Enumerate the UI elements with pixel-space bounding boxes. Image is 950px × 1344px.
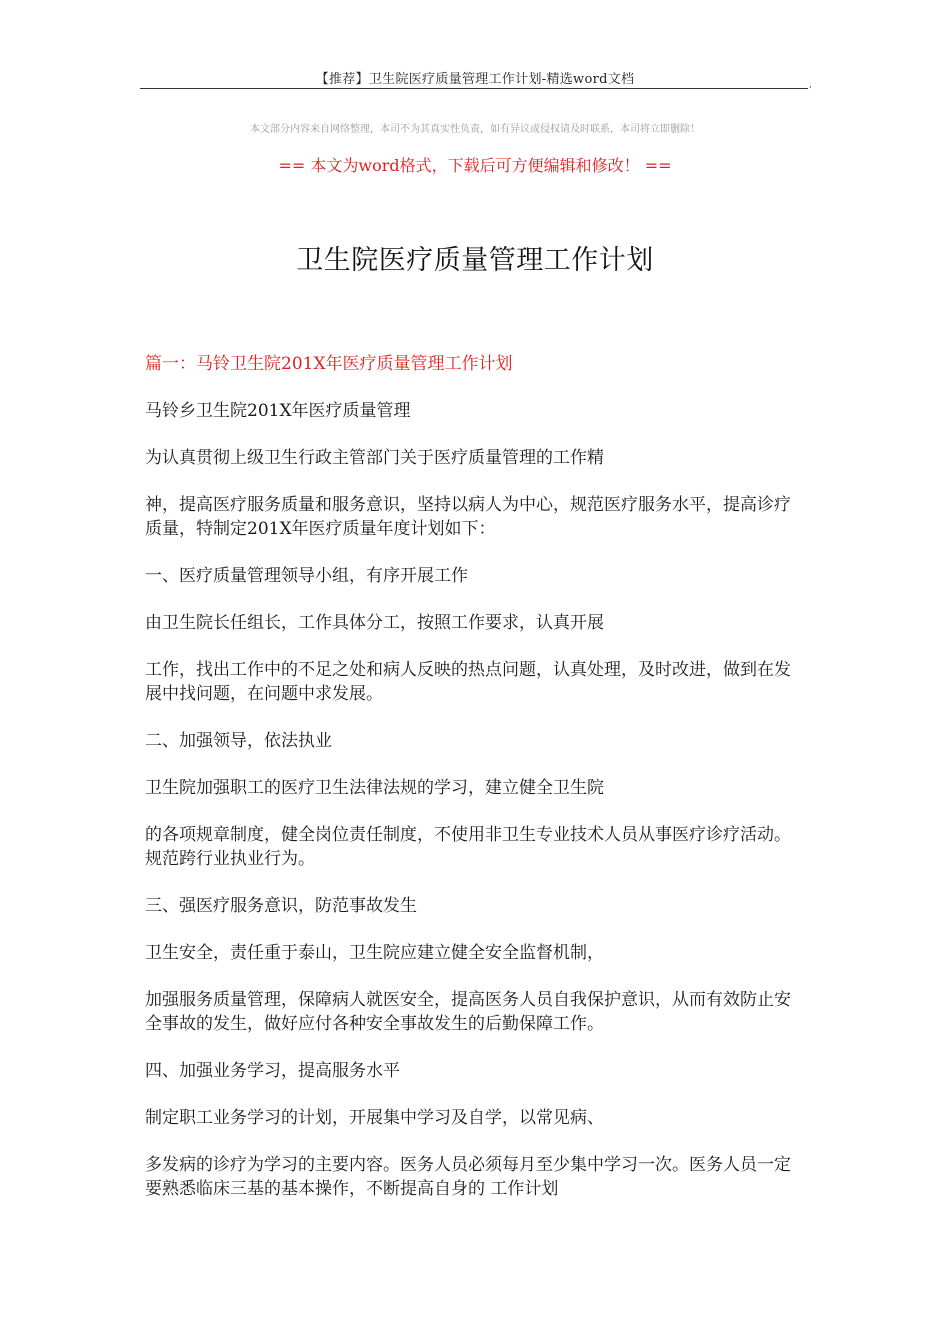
page-header: 【推荐】卫生院医疗质量管理工作计划-精选word文档 — [315, 72, 635, 87]
document-body — [145, 352, 805, 1224]
paragraph: 卫生院加强职工的医疗卫生法律法规的学习，建立健全卫生院 — [145, 778, 604, 798]
header-divider — [140, 88, 808, 89]
paragraph: 马铃乡卫生院201X年医疗质量管理 — [145, 401, 411, 421]
paragraph: 卫生安全，责任重于泰山，卫生院应建立健全安全监督机制， — [145, 943, 604, 963]
document-title: 卫生院医疗质量管理工作计划 — [296, 245, 654, 276]
section-heading-2: 二、加强领导，依法执业 — [145, 731, 332, 751]
section-heading-part-one: 篇一：马铃卫生院201X年医疗质量管理工作计划 — [145, 354, 513, 374]
format-notice: == 本文为word格式，下载后可方便编辑和修改！ == — [278, 156, 672, 175]
paragraph: 神，提高医疗服务质量和服务意识，坚持以病人为中心，规范医疗服务水平，提高诊疗质量，特制定201X年医疗质量年度计划如下： — [145, 495, 791, 539]
paragraph: 加强服务质量管理，保障病人就医安全，提高医务人员自我保护意识，从而有效防止安全事故的发生，做好应付各种安全事故发生的后勤保障工作。 — [145, 990, 791, 1034]
paragraph: 为认真贯彻上级卫生行政主管部门关于医疗质量管理的工作精 — [145, 448, 604, 468]
section-heading-1: 一、医疗质量管理领导小组，有序开展工作 — [145, 566, 468, 586]
paragraph: 制定职工业务学习的计划，开展集中学习及自学，以常见病、 — [145, 1108, 604, 1128]
section-heading-3: 三、强医疗服务意识，防范事故发生 — [145, 896, 417, 916]
paragraph: 工作，找出工作中的不足之处和病人反映的热点问题，认真处理，及时改进，做到在发展中找问题，在问题中求发展。 — [145, 660, 791, 704]
header-mark: , — [809, 80, 812, 90]
paragraph: 由卫生院长任组长，工作具体分工，按照工作要求，认真开展 — [145, 613, 604, 633]
paragraph: 的各项规章制度，健全岗位责任制度，不使用非卫生专业技术人员从事医疗诊疗活动。规范跨行业执业行为。 — [145, 825, 791, 869]
section-heading-4: 四、加强业务学习，提高服务水平 — [145, 1061, 400, 1081]
disclaimer-text: 本文部分内容来自网络整理，本司不为其真实性负责，如有异议或侵权请及时联系，本司将立即删除！ — [250, 124, 700, 135]
paragraph: 多发病的诊疗为学习的主要内容。医务人员必须每月至少集中学习一次。医务人员一定要熟悉临床三基的基本操作，不断提高自身的 工作计划 — [145, 1155, 791, 1199]
